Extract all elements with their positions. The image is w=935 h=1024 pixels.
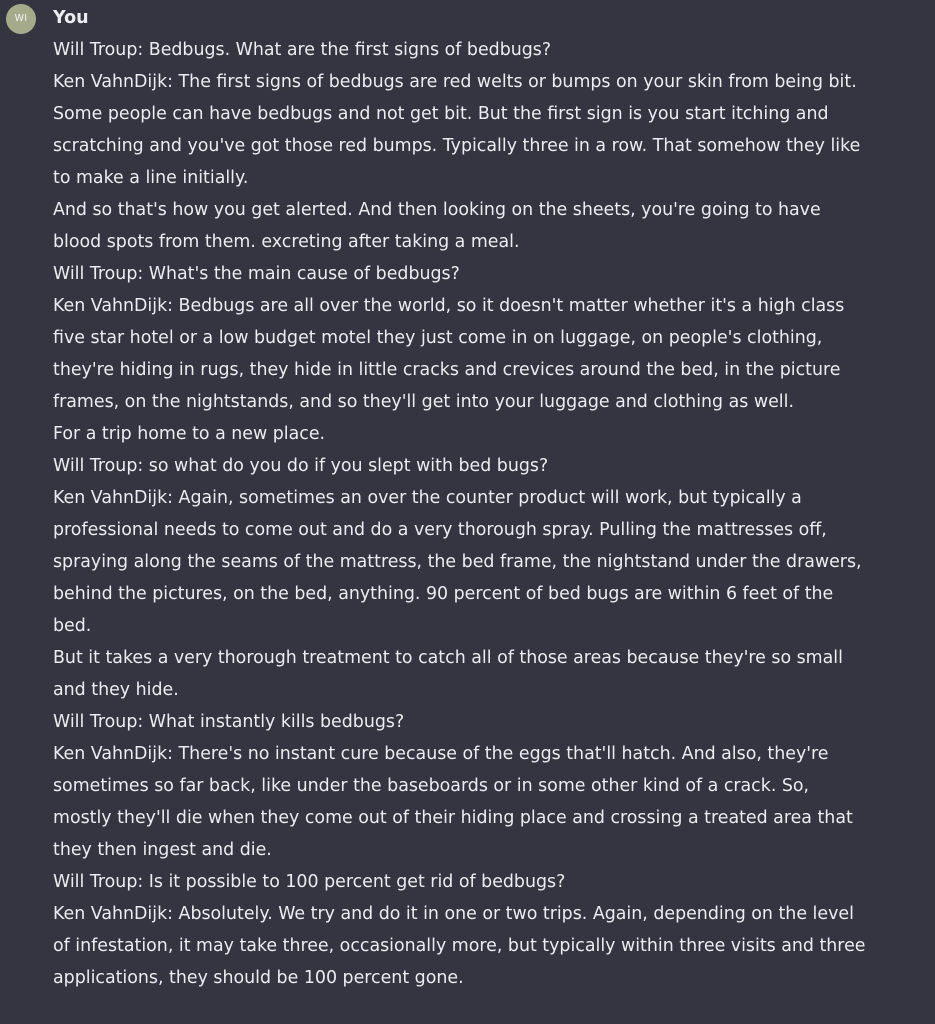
user-avatar[interactable]: WI (6, 4, 36, 34)
message-paragraph: Ken VahnDijk: Absolutely. We try and do it in one or two trips. Again, depending on the level of infestation, it may take three, occasionally more, but typically within three visits and three applications, they should be 100 percent gone. (53, 904, 866, 988)
message-paragraph: Ken VahnDijk: Bedbugs are all over the world, so it doesn't matter whether it's a high class five star hotel or a low budget motel they just come in on luggage, on people's clothing, they're hiding in rugs, they hide in little cracks and crevices around the bed, in the picture frames, on the nightstands, and so they'll get into your luggage and clothing as well. (53, 296, 845, 412)
message-paragraph: But it takes a very thorough treatment to catch all of those areas because they're so small and they hide. (53, 648, 843, 700)
message-author: You (53, 8, 89, 28)
message-paragraph: Will Troup: Bedbugs. What are the first signs of bedbugs? (53, 40, 552, 60)
message-paragraph: Ken VahnDijk: Again, sometimes an over the counter product will work, but typically a professional needs to come out and do a very thorough spray. Pulling the mattresses off, spraying along the seams of the mattress, the bed frame, the nightstand under the drawers, behind the pictures, on the bed, anything. 90 percent of bed bugs are within 6 feet of the bed. (53, 488, 862, 636)
message-paragraph: Will Troup: so what do you do if you slept with bed bugs? (53, 456, 549, 476)
message-paragraph: Will Troup: What instantly kills bedbugs? (53, 712, 405, 732)
message-paragraph: Will Troup: What's the main cause of bedbugs? (53, 264, 460, 284)
message-paragraph: Ken VahnDijk: The first signs of bedbugs are red welts or bumps on your skin from being bit. Some people can have bedbugs and not get bit. But the first sign is you start itching and scratching and you've got those red bumps. Typically three in a row. That somehow they like to make a line initially. (53, 72, 861, 188)
message-paragraph: And so that's how you get alerted. And then looking on the sheets, you're going to have blood spots from them. excreting after taking a meal. (53, 200, 821, 252)
message-body (53, 34, 868, 994)
message-paragraph: Ken VahnDijk: There's no instant cure because of the eggs that'll hatch. And also, they're sometimes so far back, like under the baseboards or in some other kind of a crack. So, mostly they'll die when they come out of their hiding place and crossing a treated area that they then ingest and die. (53, 744, 853, 860)
message-paragraph: Will Troup: Is it possible to 100 percent get rid of bedbugs? (53, 872, 566, 892)
message-paragraph: For a trip home to a new place. (53, 424, 326, 444)
